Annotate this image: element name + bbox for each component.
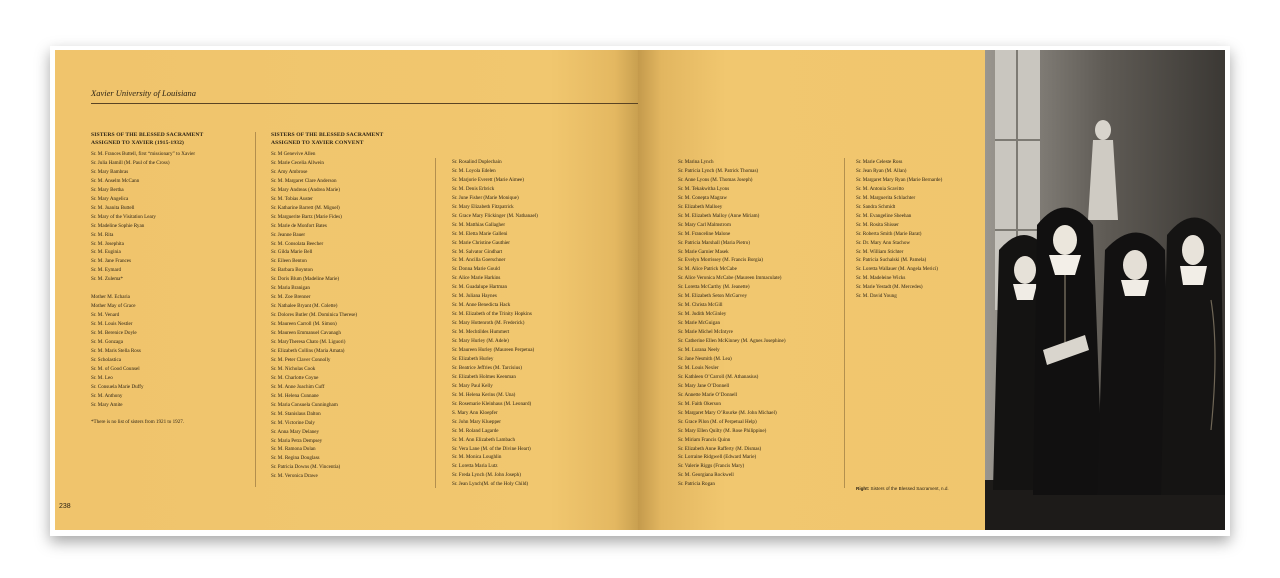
name-entry: Sr. M. Zoe Brenner — [271, 294, 311, 301]
caption-label: Right: — [856, 486, 870, 491]
name-entry: Sr. Roberta Smith (Marie Barat) — [856, 230, 922, 237]
name-entry: Sr. M. Josephita — [91, 240, 124, 247]
name-entry: Sr. Nathalee Bryant (M. Colette) — [271, 303, 338, 310]
name-entry: Sr. M. Veronica Drawe — [271, 473, 318, 480]
name-entry: Sr. M. Denis Erbrick — [452, 185, 495, 192]
sisters-photo-illustration — [985, 50, 1225, 530]
name-entry: Sr. M. Peter Claver Connolly — [271, 356, 331, 363]
name-entry: Sr. Rosemarie Kleinhaus (M. Leonard) — [452, 400, 532, 407]
name-list-4 — [678, 158, 848, 489]
name-entry: Sr. Anna Mary Delaney — [271, 428, 320, 435]
name-entry: Sr. M. Jane Frances — [91, 258, 132, 265]
name-entry: Sr. M. Euginia — [91, 249, 121, 256]
name-entry: Sr. M. Venard — [91, 312, 120, 319]
name-entry: Sr. Marie Cecelia Allwein — [271, 159, 324, 166]
name-entry: Sr. M. Anselm McCann — [91, 177, 140, 184]
running-head: Xavier University of Louisiana — [91, 88, 197, 98]
column-4 — [678, 158, 848, 489]
name-entry: Sr. M. Louis Nestler — [91, 321, 133, 328]
name-entry: Sr. M. Ancilla Goerschner — [452, 257, 506, 264]
name-entry: Sr. M. Alice Patrick McCabe — [678, 266, 737, 273]
name-entry: Sr. Marie Christine Gauthier — [452, 239, 511, 246]
name-entry: Sr. M. Elizabeth Seton McGarvey — [678, 293, 748, 300]
name-entry: Sr. Mary Amite — [91, 401, 123, 408]
name-entry: Sr. Elizabeth Holmes Keenman — [452, 373, 516, 380]
name-entry: Sr. Mary Bambras — [91, 168, 129, 175]
name-entry: Sr. Mary Paul Kelly — [452, 382, 493, 389]
name-entry: Sr. Kathleen O’Carroll (M. Athanasius) — [678, 373, 759, 380]
name-entry: Sr. Marjorie Everett (Marie Aimee) — [452, 176, 524, 183]
name-entry: Sr. M. Judith McGinley — [678, 311, 727, 318]
name-list-2 — [271, 150, 441, 481]
name-entry: Sr. M. Loyola Edelen — [452, 167, 496, 174]
name-entry: S. Mary Ann Kloepfer — [452, 409, 498, 416]
name-entry: Sr. M. Anthony — [91, 392, 123, 399]
name-entry: Sr. Grace Mary Flickinger (M. Nathanael) — [452, 212, 538, 219]
photo-caption — [856, 486, 949, 491]
heading-line: ASSIGNED TO XAVIER (1915-1932) — [91, 139, 184, 146]
name-entry: Sr. Marguerite Bartz (Marie Fides) — [271, 213, 342, 220]
name-entry: Sr. Mary Elizabeth Fitzpatrick — [452, 203, 514, 210]
name-entry: Sr. M. Antonia Scavitto — [856, 185, 904, 192]
name-entry: Sr. M. Elizabeth Malloy (Anne Miriam) — [678, 212, 760, 219]
name-entry: Sr. Lorraine Ridgwell (Edward Marie) — [678, 454, 757, 461]
name-entry: Sr. Loretta Maria Lutz — [452, 463, 498, 470]
name-entry: Sr. M. Charlotte Coyne — [271, 374, 319, 381]
name-entry: Sr. Marina Lynch — [678, 159, 714, 165]
column-2-heading — [271, 132, 441, 147]
name-entry: Sr. M. Frances Buttell, first “missionary” to Xavier — [91, 151, 196, 157]
name-entry: Sr. Marie Yestadt (M. Mercedes) — [856, 284, 923, 291]
name-entry: Sr. M. Matthias Gallagher — [452, 221, 506, 228]
name-entry: Sr. Marie Garnier Masek — [678, 248, 729, 255]
name-entry: Sr. M. Elizabeth of the Trinity Hopkins — [452, 311, 532, 318]
name-list-3 — [452, 158, 632, 489]
name-entry: Sr. M. Helena Kerins (M. Una) — [452, 391, 516, 398]
name-entry: Sr. M. Roland Lagarde — [452, 427, 499, 434]
name-entry: Sr. Maureen Emmanuel Cavanagh — [271, 330, 341, 337]
name-entry: Sr. M. Juliana Haynes — [452, 293, 497, 300]
name-entry: Sr. M. David Young — [856, 293, 897, 300]
name-entry: Sr. Elizabeth Hurley — [452, 355, 494, 362]
name-entry: Sr. Alice Veronica McCabe (Maureen Immaculate) — [678, 275, 782, 282]
name-entry: Sr. Evelyn Morrissey (M. Francis Borgia) — [678, 257, 763, 264]
name-list-1b — [91, 293, 261, 409]
name-entry: Sr. M. Monica Loughlin — [452, 454, 502, 461]
column-5 — [856, 158, 981, 301]
name-entry: Sr. Patricia Rogan — [678, 481, 715, 488]
name-entry: Sr. Beatrice Jeffries (M. Tarcisius) — [452, 364, 522, 371]
name-entry: Sr. Mary Bertha — [91, 186, 124, 193]
heading-line: SISTERS OF THE BLESSED SACRAMENT — [271, 132, 384, 138]
column-divider — [255, 132, 256, 487]
name-entry: Sr. Patricia Downs (M. Vincentia) — [271, 464, 341, 471]
name-entry: Sr. M. Eletta Marie Galleni — [452, 230, 508, 237]
name-entry: Sr. Consuela Marie Duffy — [91, 383, 144, 390]
page-number: 238 — [59, 503, 71, 510]
name-entry: Sr. Loretta McCarthy (M. Jeanette) — [678, 284, 750, 291]
name-entry: Mother M. Echaria — [91, 294, 130, 301]
name-entry: Sr. Dolores Butler (M. Dominica Therese) — [271, 312, 358, 319]
name-entry: Sr. M. Salvator Gindhart — [452, 248, 503, 255]
name-entry: Sr. M. Lurana Neely — [678, 347, 720, 354]
name-entry: Sr. Jean Lynch(M. of the Holy Child) — [452, 481, 529, 488]
name-entry: Sr. Jeanne Bauer — [271, 231, 306, 238]
name-entry: Sr. M. Rosita Shisser — [856, 221, 899, 228]
name-entry: Sr. Maureen Carroll (M. Simon) — [271, 321, 337, 328]
name-entry: Sr. Mary Angelica — [91, 195, 129, 202]
name-entry: Sr. M. Marguerita Schlachter — [856, 194, 916, 201]
right-page — [638, 50, 1225, 530]
name-entry: Sr. Scholastica — [91, 356, 121, 363]
name-entry: Sr. Patricia Suchalski (M. Pamela) — [856, 257, 927, 264]
name-entry: Sr. Dr. Mary Ann Stachow — [856, 239, 911, 246]
column-1-heading — [91, 132, 261, 147]
column-divider — [844, 158, 845, 488]
name-entry: Sr. Margaret Mary Ryan (Marie Bernarde) — [856, 176, 943, 183]
name-entry: Sr. M. Faith Okerson — [678, 400, 721, 407]
name-entry: Sr. Marie McGuigan — [678, 320, 721, 327]
name-entry: Mother May of Grace — [91, 303, 136, 310]
name-entry: Sr. Doris Blum (Madeline Marie) — [271, 276, 340, 283]
heading-line: ASSIGNED TO XAVIER CONVENT — [271, 139, 364, 146]
name-entry: Sr. Miriam Francis Quinn — [678, 436, 731, 443]
name-entry: Sr. Mary Hurley (M. Adele) — [452, 338, 509, 345]
name-entry: Sr. Elizabeth Malloey — [678, 203, 723, 210]
name-entry: Sr. Elizabeth Collins (Maria Amata) — [271, 347, 345, 354]
name-entry: Sr. Marie Michel McIntyre — [678, 329, 733, 336]
name-entry: Sr. Donna Marie Gould — [452, 266, 500, 273]
footnote: *There is no list of sisters from 1921 to 1927. — [91, 418, 185, 425]
name-entry: Sr. M. Anne Joachim Cuff — [271, 383, 325, 390]
name-entry: Sr. M. Tekakwitha Lyons — [678, 185, 730, 192]
name-entry: Sr. Maureen Hurley (Maureen Perpetua) — [452, 347, 535, 354]
heading-line: SISTERS OF THE BLESSED SACRAMENT — [91, 132, 204, 138]
name-entry: Sr. Margaret Mary O’Rourke (M. John Michael) — [678, 409, 777, 416]
name-entry: Sr. Madeline Sophie Ryan — [91, 222, 145, 229]
column-divider — [435, 158, 436, 488]
name-entry: Sr. Patricia Marshall (Maria Pietro) — [678, 239, 751, 246]
name-entry: Sr. Julia Hamill (M. Paul of the Cross) — [91, 159, 170, 166]
left-page — [55, 50, 638, 530]
name-entry: Sr. M. Leo — [91, 374, 113, 381]
name-entry: Sr. M. Guadalupe Hartman — [452, 284, 508, 291]
name-entry: Sr. M. Conepta Magraw — [678, 194, 728, 201]
name-entry: Sr. Catherine Ellen McKinney (M. Agnes Josephine) — [678, 338, 786, 345]
name-entry: Sr. Eileen Benton — [271, 258, 307, 265]
name-entry: Sr. Marie Celeste Ross — [856, 159, 903, 165]
name-entry: Sr. M. Mechtildes Hummert — [452, 329, 510, 336]
name-entry: Sr. M Genevive Allen — [271, 151, 316, 157]
name-entry: Sr. M. Margaret Clare Anderson — [271, 177, 337, 184]
name-entry: Sr. M. Evangeline Sheehan — [856, 212, 912, 219]
name-entry: Sr. M. Consolata Beecher — [271, 240, 324, 247]
name-entry: Sr. Alice Marie Harkins — [452, 275, 501, 282]
name-entry: Sr. Loretta Wallauer (M. Angela Merici) — [856, 266, 938, 273]
name-entry: Sr. M. of Good Counsel — [91, 365, 140, 372]
name-entry: Sr. M. Nicholas Cook — [271, 365, 316, 372]
name-entry: Sr. Amy Ambrose — [271, 168, 308, 175]
name-entry: Sr. Maria Consuela Cunningham — [271, 401, 338, 408]
name-entry: Sr. Mary Jane O’Donnell — [678, 382, 730, 389]
name-entry: Sr. Mary Ellen Quilty (M. Rose Philippine) — [678, 427, 767, 434]
name-entry: Sr. Annette Marie O’Donnell — [678, 391, 738, 398]
name-entry: Sr. June Fisher (Marie Monique) — [452, 194, 519, 201]
name-entry: Sr. M. Helena Cunnane — [271, 392, 319, 399]
name-entry: Sr. M. Ramona Dolan — [271, 446, 316, 453]
name-entry: Sr. Vera Lane (M. of the Divine Heart) — [452, 445, 531, 452]
name-entry: Sr. M. Ann Elizabeth Lambach — [452, 436, 516, 443]
name-entry: Sr. Sandra Schmidt — [856, 203, 896, 210]
name-entry: Sr. Marie de Monfort Bates — [271, 222, 327, 229]
name-entry: Sr. Mary Hottenroth (M. Frederick) — [452, 320, 525, 327]
header-rule — [91, 103, 638, 104]
name-entry: Sr. M. Georgiana Rockwell — [678, 472, 734, 479]
name-entry: Sr. Grace Pilon (M. of Perpetual Help) — [678, 418, 757, 425]
name-entry: Sr. Katharine Barrett (M. Miguel) — [271, 204, 340, 211]
caption-text: Sisters of the Blessed Sacrament, n.d. — [870, 486, 949, 491]
name-entry: Sr. M. Rita — [91, 231, 114, 238]
name-entry: Sr. M. Victorine Daly — [271, 419, 315, 426]
column-2 — [271, 132, 441, 481]
name-entry: Sr. M. Christa McGill — [678, 302, 723, 309]
sisters-photo — [985, 50, 1225, 530]
name-entry: Sr. M. Berenice Doyle — [91, 330, 137, 337]
name-entry: Sr. M. Louis Nexler — [678, 364, 719, 371]
name-entry: Sr. Valerie Riggs (Francis Mary) — [678, 463, 745, 470]
column-3 — [452, 158, 632, 489]
name-entry: Sr. M. Maris Stella Ross — [91, 348, 141, 355]
name-list-5 — [856, 158, 981, 301]
name-list-1a — [91, 150, 261, 284]
name-entry: Sr. Jane Nesmith (M. Lea) — [678, 355, 732, 362]
column-1 — [91, 132, 261, 427]
name-entry: Sr. M. Zulema* — [91, 276, 123, 283]
name-entry: Sr. Maria Branigan — [271, 285, 310, 292]
name-entry: Sr. Patricia Lynch (M. Patrick Thomas) — [678, 167, 759, 174]
name-entry: Sr. M. Madeleine Wicks — [856, 275, 906, 282]
name-entry: Sr. M. Juanita Buttell — [91, 204, 135, 211]
name-entry: Sr. Barbara Boynton — [271, 267, 313, 274]
name-entry: Sr. M. Eymard — [91, 267, 121, 274]
name-entry: Sr. Mary Carl Malmstrom — [678, 221, 731, 228]
name-entry: Sr. M. Stanislaus Dalton — [271, 410, 321, 417]
name-entry: Sr. MaryTheresa Chato (M. Liguori) — [271, 339, 346, 346]
name-entry: Sr. M. Franceline Malone — [678, 230, 731, 237]
name-entry: Sr. Anne Lyons (M. Thomas Joseph) — [678, 176, 753, 183]
name-entry: Sr. Gilda Marie Bell — [271, 249, 313, 256]
name-entry: Sr. Rosalind Duplechain — [452, 159, 502, 165]
name-entry: Sr. John Mary Kluepper — [452, 418, 501, 425]
name-entry: Sr. Freda Lynch (M. John Joseph) — [452, 472, 521, 479]
name-entry: Sr. M. William Stichter — [856, 248, 904, 255]
name-entry: Sr. M. Regina Douglass — [271, 455, 320, 462]
name-entry: Sr. Maria Petra Dempsey — [271, 437, 323, 444]
name-entry: Sr. Mary of the Visitation Leary — [91, 213, 156, 220]
name-entry: Sr. Elizabeth Anne Rafferty (M. Dismas) — [678, 445, 762, 452]
name-entry: Sr. Jean Ryan (M. Allan) — [856, 167, 907, 174]
name-entry: Sr. M. Tobias Auster — [271, 195, 313, 202]
name-entry: Sr. M. Anne Benedicta Hack — [452, 302, 511, 309]
name-entry: Sr. M. Gonzaga — [91, 339, 123, 346]
name-entry: Sr. Mary Andreas (Andrea Marie) — [271, 186, 340, 193]
